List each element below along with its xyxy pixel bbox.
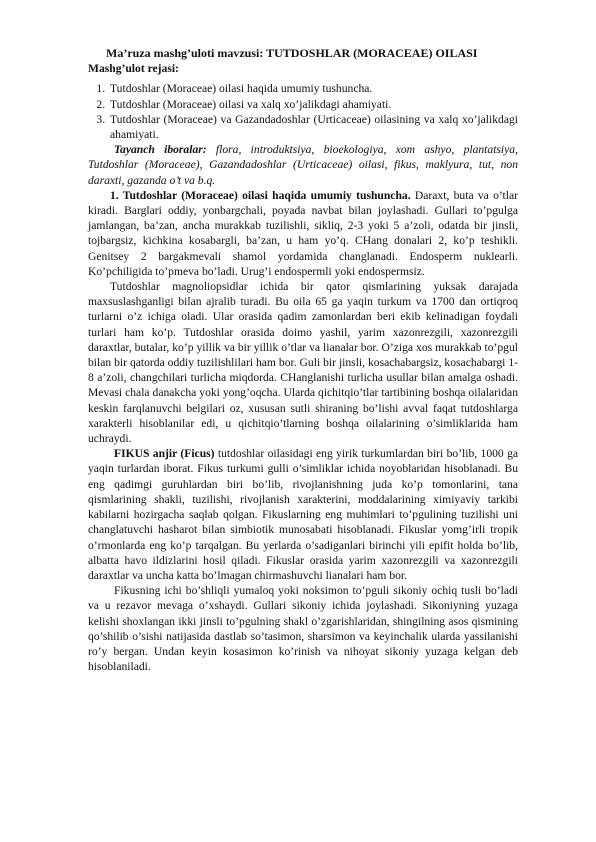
ficus-heading: FIKUS anjir (Ficus)	[114, 447, 215, 461]
keywords-text: flora, introduktsiya, bioekologiya, xom ashyo, plantatsiya, Tutdoshlar (Moraceae), Gazandadoshlar (Urticaceae) oilasi, fikus, maklyura, tut, non daraxti, gazanda o’t va b.q.	[88, 143, 518, 187]
plan-item: 3. Tutdoshlar (Moraceae) va Gazandadoshlar (Urticaceae) oilasining va xalq xo’jalikdagi ahamiyati.	[108, 112, 518, 142]
paragraph-2: Tutdoshlar magnoliopsidlar ichida bir qator qismlarining yuksak darajada maxsuslashganligi bilan ajralib turadi. Bu oila 65 ga yaqin turkum va 1700 dan ortiqroq turlarni o’z ichiga oladi. Ular orasida qadim zamonlardan beri ekib kelinadigan foydali turlari ham ko’p. Tutdoshlar orasida doimo yashil, yarim xazonrezgili, xazonrezgili daraxtlar, butalar, ko’p yillik va bir yillik o’tlar va lianalar bor. O’ziga xos murakkab to’pgul bilan bir qatorda oddiy tuzilishlilari ham bor. Guli bir jinsli, kosachabargsiz, kosachabargi 1-8 a’zoli, changchilari turlicha miqdorda. CHanglanishi turlicha usullar bilan amalga oshadi. Mevasi chala danakcha yoki yong’oqcha. Ularda qichitqio’tlar tartibining boshqa oilalaridan keskin farqlanuvchi belgilari oz, xususan sutli shiraning bo’lishi avval faqat tutdoshlarga xarakterli hisoblanilar edi, u qichitqio’tlarning boshqa oilalarining o’simliklarida ham uchraydi.	[88, 280, 518, 446]
section1-text: Daraxt, buta va o’tlar kiradi. Barglari oddiy, yonbargchali, poyada navbat bilan joylashadi. Gullari to’pgulga jamlangan, ba’zan, ancha murakkab tuzilishli, sikliq, 2-3 yoki 5 a’zoli, odatda bir jinsli, tojbargsiz, kichkina kosabargli, ba’zan, u ham yo’q. CHang donalari 2, ko’p teshikli. Genitsey 2 bargakmevali shamol yordamida changlanadi. Endosperm nuklearli. Ko’pchiligida to’pmeva bo’ladi. Urug’i endospermli yoki endospermsiz.	[88, 188, 519, 278]
plan-heading: Mashg’ulot rejasi:	[88, 62, 179, 76]
plan-list	[88, 81, 518, 142]
keywords-paragraph	[88, 142, 518, 188]
section1-paragraph	[88, 188, 518, 279]
ficus-text: tutdoshlar oilasidagi eng yirik turkumlardan biri bo’lib, 1000 ga yaqin turlardan iborat. Fikus turkumi gulli o’simliklar ichida noyoblaridan hisoblanadi. Bu eng qadimgi guruhlardan biri bo’lib, rivojlanishning juda ko’p tomonlarini, tana qismlarining shakli, tuzilishi, rivojlanish xarakterini, moddalarining ximiyaviy tarkibi kabilarni hozirgacha saqlab qolgan. Fikuslarning eng muhimlari to’pgulining tuzilishi uni changlatuvchi hasharot bilan simbiotik munosabati hisoblanadi. Fikuslar yomg’irli tropik o’rmonlarda eng ko’p tarqalgan. Bu yerlarda o’sadiganlari birinchi yili epifit holda bo’lib, albatta havo ildizlarini hosil qiladi. Fikuslar orasida yarim xazonrezgili va xazonrezgili daraxtlar va uncha katta bo’lmagan chirmashuvchi lianalari ham bor.	[88, 447, 519, 582]
keywords-label: Tayanch iboralar:	[114, 143, 207, 157]
ficus-paragraph	[88, 446, 518, 583]
section1-heading: 1. Tutdoshlar (Moraceae) oilasi haqida umumiy tushuncha.	[110, 188, 411, 202]
plan-item: 1. Tutdoshlar (Moraceae) oilasi haqida umumiy tushuncha.	[108, 81, 518, 96]
paragraph-4: Fikusning ichi bo’shliqli yumaloq yoki noksimon to’pguli sikoniy ochiq tusli bo’ladi va u rezavor mevaga o’xshaydi. Gullari sikoniy ichida joylashadi. Sikoniyning yuzaga kelishi shoxlangan ikki jinsli to’pgulning shakl o’zgarishlaridan, shingilning asos qismining qo’shilib o’sishi natijasida dastlab so’tasimon, sharsimon va keyinchalik ularda yassilanishi ro’y bergan. Undan keyin kosasimon ko’rinish va nihoyat sikoniy yuzaga kelgan deb hisoblaniladi.	[88, 584, 518, 674]
page-title: Ma’ruza mashg’uloti mavzusi: TUTDOSHLAR (MORACEAE) OILASI	[106, 46, 478, 60]
plan-item: 2. Tutdoshlar (Moraceae) oilasi va xalq xo’jalikdagi ahamiyati.	[108, 97, 518, 112]
